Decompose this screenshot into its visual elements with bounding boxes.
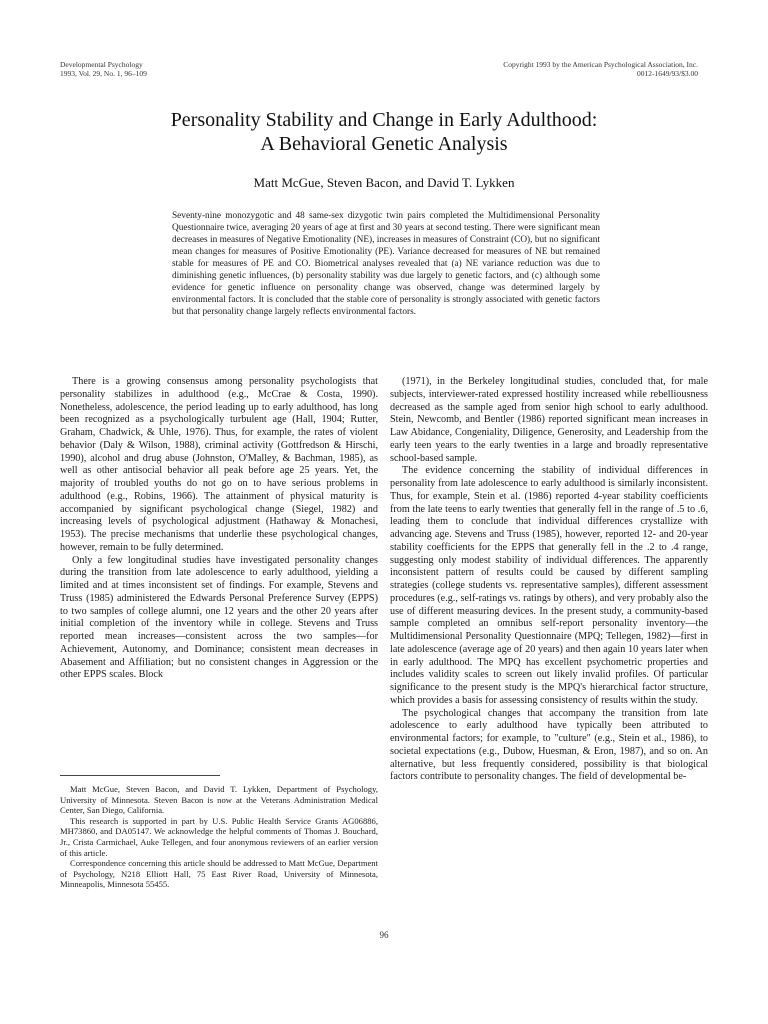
journal-header (60, 60, 147, 78)
body-paragraph: The psychological changes that accompany the transition from late adolescence to early adulthood have typically been attributed to environmental factors; for example, to "culture" (e.g., Stein et al., 1986), to societal expectations (e.g., Dubow, Huesman, & Eron, 1987), and so on. An alternative, but less frequently considered, possibility is that biological factors contribute to personality changes. The field of developmental be- (390, 707, 708, 783)
body-column-right (390, 376, 708, 784)
title-line-2: A Behavioral Genetic Analysis (260, 133, 508, 155)
body-paragraph: Only a few longitudinal studies have investigated personality changes during the transition from late adolescence to early adulthood, yielding a limited and at times inconsistent set of findings. For example, Stevens and Truss (1985) administered the Edwards Personal Preference Survey (EPPS) to two samples of college alumni, one 12 years and the other 20 years after initial completion of the inventory while in college. Stevens and Truss reported mean increases—consistent across the two samples—for Achievement, Autonomy, and Dominance; consistent mean decreases in Abasement and Affiliation; but no consistent changes in Aggression or the other EPPS scales. Block (60, 554, 378, 681)
body-paragraph: There is a growing consensus among personality psychologists that personality stabilizes in adulthood (e.g., McCrae & Costa, 1990). Nonetheless, adolescence, the period leading up to early adulthood, has long been recognized as a psychologically turbulent age (Hall, 1904; Rutter, Graham, Chadwick, & Uhle, 1976). Thus, for example, the rates of violent behavior (Daly & Wilson, 1988), criminal activity (Gottfredson & Hirschi, 1990), alcohol and drug abuse (Johnston, O'Malley, & Bachman, 1985), as well as other antisocial behavior all peak before age 25 years. Yet, the majority of troubled youths do not go on to have serious problems in adulthood (e.g., Robins, 1966). The attainment of physical maturity is accompanied by significant psychological change (Siegel, 1982) and increasing levels of psychological adjustment (Hathaway & Monachesi, 1953). The precise mechanisms that underlie these psychological changes, however, remain to be fully determined. (60, 376, 378, 553)
body-paragraph: The evidence concerning the stability of individual differences in personality from late adolescence to early adulthood is similarly inconsistent. Thus, for example, Stein et al. (1986) reported 4-year stability coefficients from the late teens to early twenties that generally fell in the range of .5 to .6, leading them to conclude that individual differences crystallize with advancing age. Stevens and Truss (1985), however, reported 12- and 20-year stability coefficients for the EPPS that generally fell in the .2 to .4 range, suggesting only modest stability of individual differences. The apparently inconsistent pattern of results could be caused by different sampling strategies (college students vs. representative samples), different assessment procedures (e.g., self-ratings vs. ratings by others), and very probably also the use of different measuring devices. In the present study, a community-based sample completed an omnibus self-report personality inventory—the Multidimensional Personality Questionnaire (MPQ; Tellegen, 1982)—first in late adolescence (average age of 20 years) and then again 10 years later when in early adulthood. The MPQ has excellent psychometric properties and includes validity scales to screen out likely invalid profiles. Of particular significance to the present study is the MPQ's hierarchical factor structure, which provides a basis for assessing consistency of results within the study. (390, 465, 708, 706)
author-footnotes (60, 784, 378, 890)
author-list: Matt McGue, Steven Bacon, and David T. Lykken (253, 175, 515, 190)
volume-info: 1993, Vol. 29, No. 1, 96–109 (60, 69, 147, 78)
copyright-notice: Copyright 1993 by the American Psychological Association, Inc. (503, 60, 698, 69)
copyright-header (503, 60, 698, 78)
article-title (60, 108, 708, 156)
footnote-correspondence: Correspondence concerning this article should be addressed to Matt McGue, Department of Psychology, N218 Elliott Hall, 75 East River Road, University of Minnesota, Minneapolis, Minnesota 55455. (60, 858, 378, 890)
footnote-divider (60, 775, 220, 776)
body-paragraph: (1971), in the Berkeley longitudinal studies, concluded that, for male subjects, interviewer-rated expressed hostility increased while rebelliousness decreased as the sample aged from senior high school to early adulthood. Stein, Newcomb, and Bentler (1986) reported significant mean increases in Law Abidance, Congeniality, Diligence, Generosity, and Leadership from the early teen years to the early twenties in a large and broadly representative school-based sample. (390, 376, 708, 464)
title-line-1: Personality Stability and Change in Early Adulthood: (170, 109, 598, 131)
issn-code: 0012-1649/93/$3.00 (636, 69, 698, 78)
abstract: Seventy-nine monozygotic and 48 same-sex dizygotic twin pairs completed the Multidimensional Personality Questionnaire twice, averaging 20 years of age at first and 30 years at second testing. There were significant mean decreases in measures of Negative Emotionality (NE), increases in measures of Constraint (CO), but no significant mean changes for measures of Positive Emotionality (PE). Variance decreased for measures of NE but remained stable for measures of PE and CO. Biometrical analyses revealed that (a) NE variance reduction was due to diminishing genetic influences, (b) personality stability was due largely to genetic factors, and (c) although some evidence for genetic influence on personality change was observed, change was determined largely by environmental factors. It is concluded that the stable core of personality is strongly associated with genetic factors but that personality change largely reflects environmental factors. (172, 211, 600, 317)
page-number: 96 (379, 930, 389, 940)
footnote-funding: This research is supported in part by U.S. Public Health Service Grants AG06886, MH73860, and DA05147. We acknowledge the helpful comments of Thomas J. Bouchard, Jr., Crista Carmichael, Auke Tellegen, and four anonymous reviewers of an earlier version of this article. (60, 815, 378, 858)
journal-name: Developmental Psychology (60, 60, 143, 69)
footnote-affiliation: Matt McGue, Steven Bacon, and David T. Lykken, Department of Psychology, University of Minnesota. Steven Bacon is now at the Veterans Administration Medical Center, San Diego, California. (60, 784, 378, 816)
body-column-left (60, 376, 378, 682)
